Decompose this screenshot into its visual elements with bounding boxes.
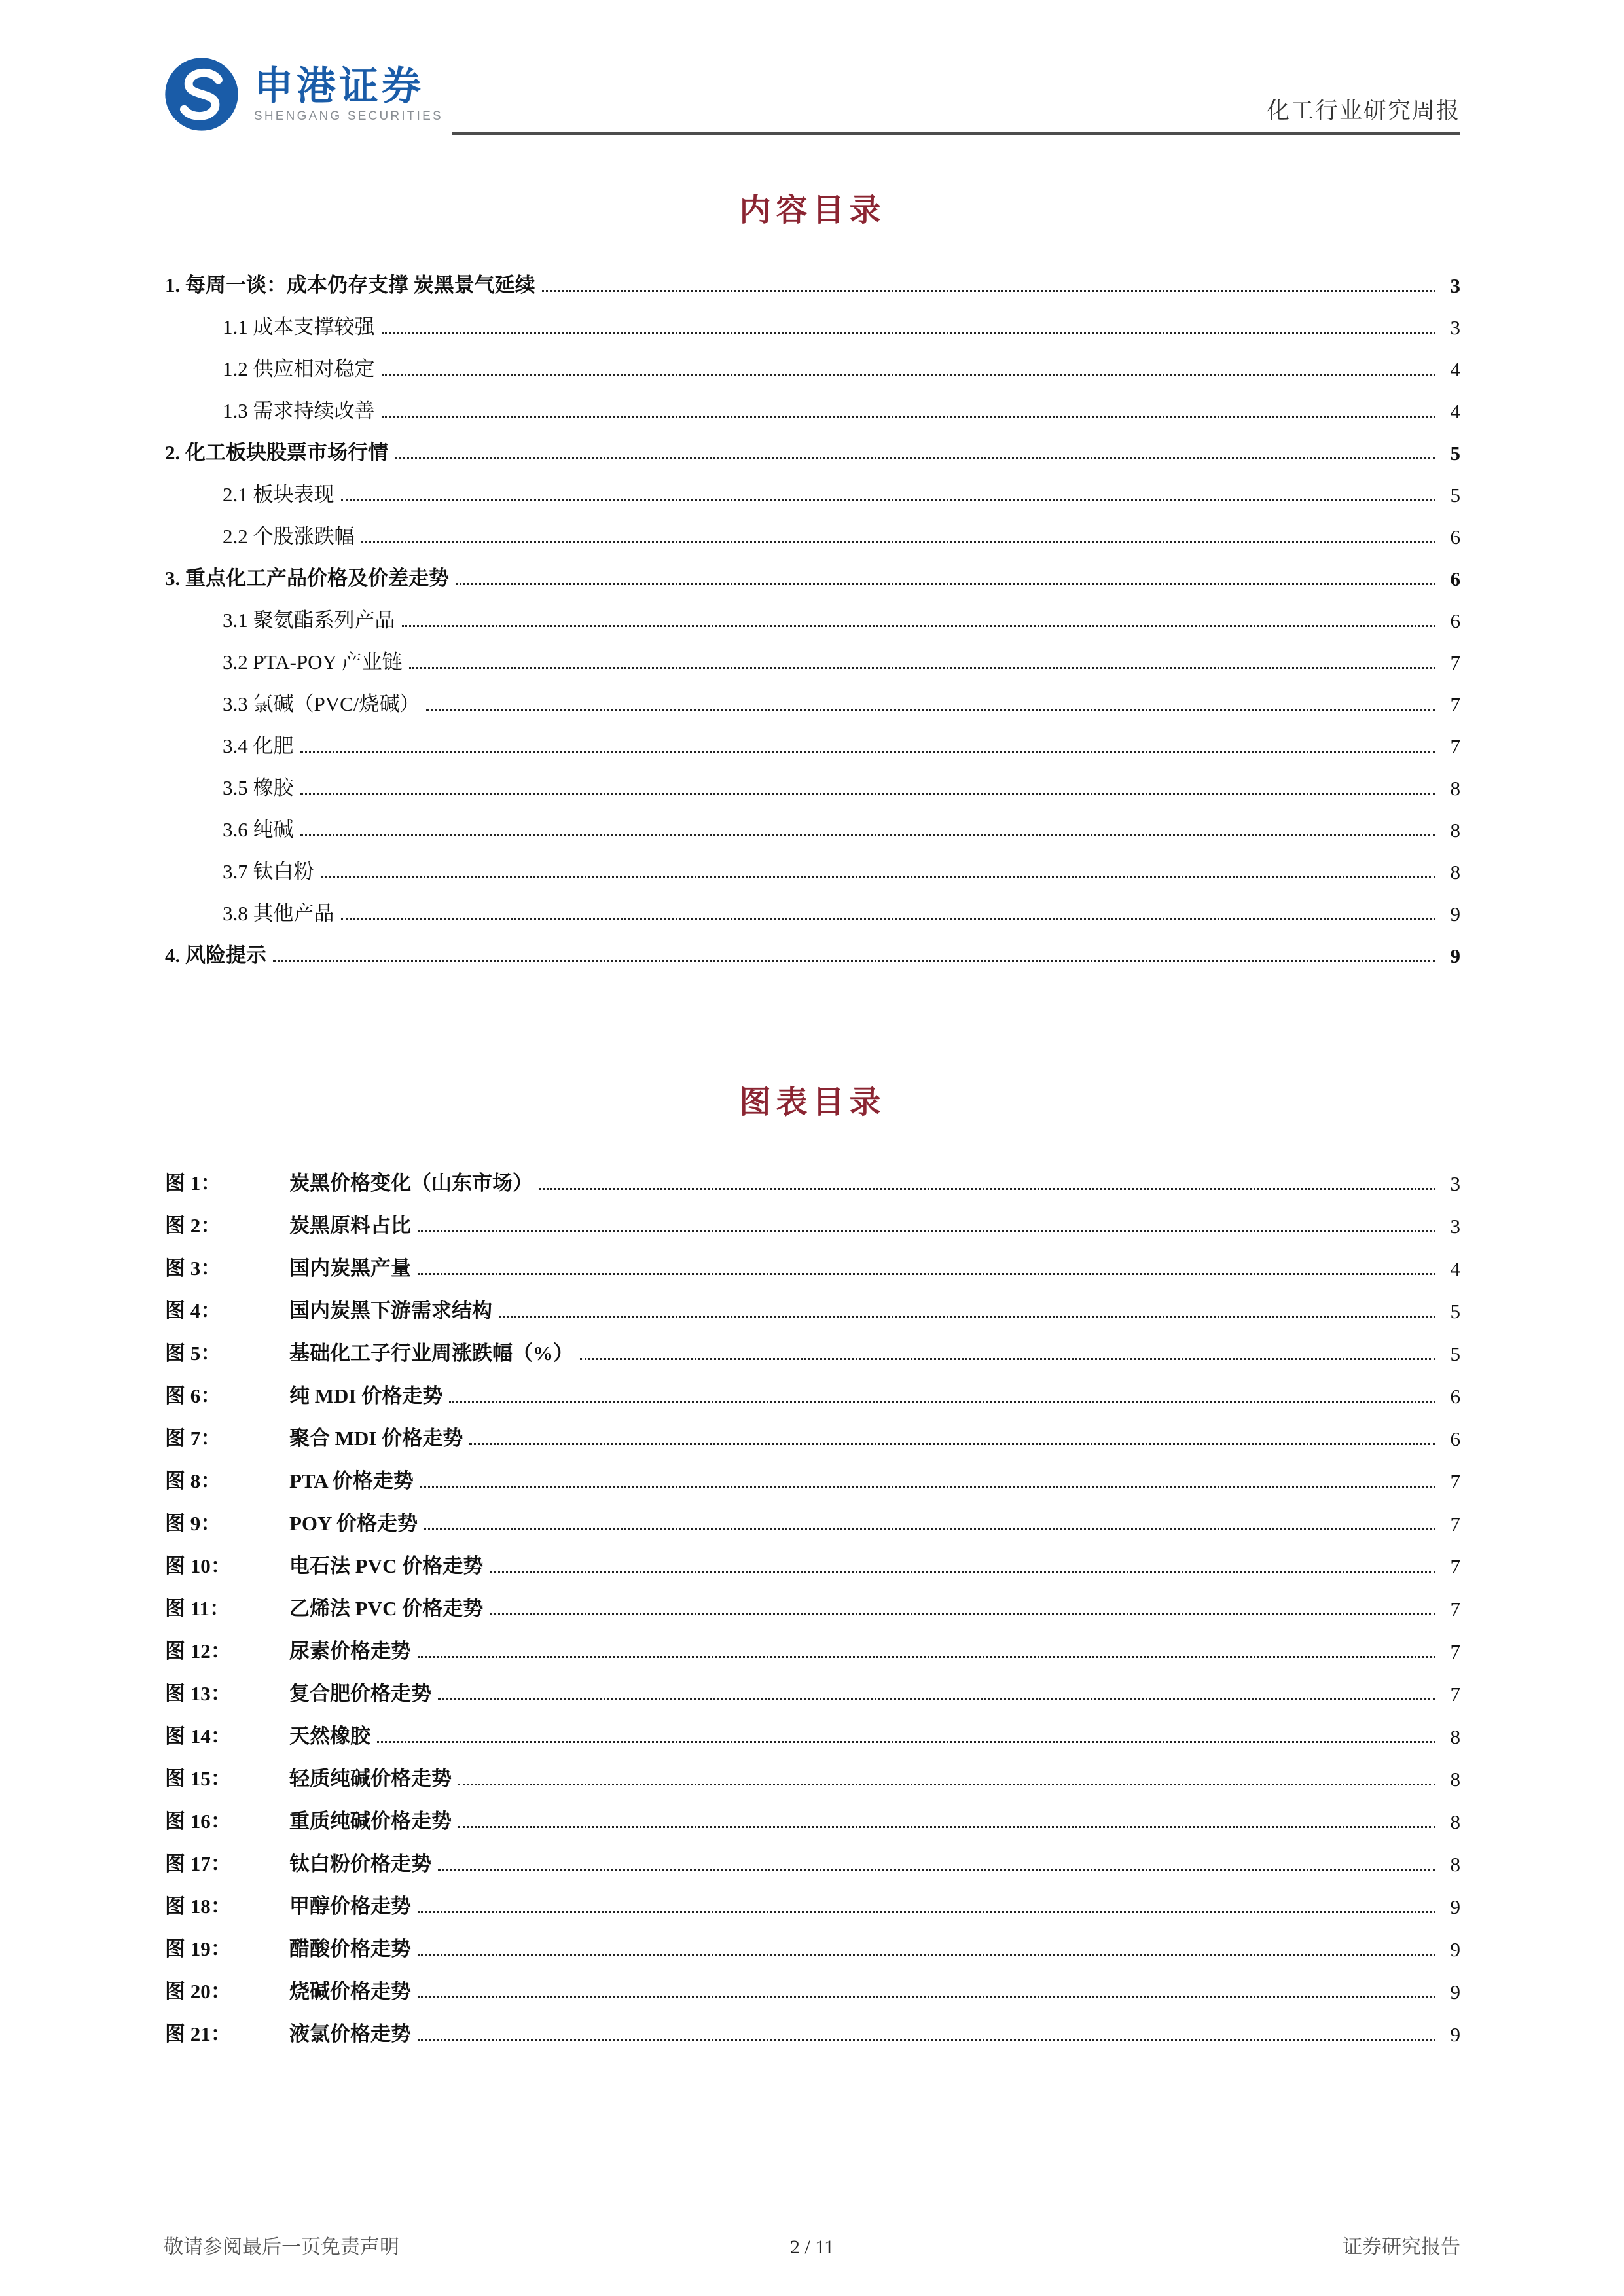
dotted-leader bbox=[458, 1784, 1435, 1785]
figure-entry-page: 9 bbox=[1450, 1895, 1460, 1918]
toc-entry bbox=[165, 298, 1460, 340]
dotted-leader bbox=[456, 583, 1435, 585]
toc-entry-page: 7 bbox=[1450, 693, 1460, 716]
figure-entry bbox=[165, 1791, 1460, 1834]
footer-doc-type: 证券研究报告 bbox=[1342, 2236, 1460, 2258]
figure-entry bbox=[165, 1706, 1460, 1749]
figure-entry-title: 重质纯碱价格走势 bbox=[289, 1810, 452, 1833]
dotted-leader bbox=[382, 374, 1436, 376]
figure-entry-label: 图 6： bbox=[165, 1384, 221, 1407]
dotted-leader bbox=[341, 918, 1436, 920]
toc-entry-page: 8 bbox=[1450, 777, 1460, 800]
dotted-leader bbox=[418, 1656, 1435, 1658]
figure-entry-page: 5 bbox=[1450, 1342, 1460, 1365]
figure-entry-label: 图 10： bbox=[165, 1554, 231, 1577]
toc-entry-title: 2. 化工板块股票市场行情 bbox=[165, 441, 388, 464]
toc-entry bbox=[165, 591, 1460, 633]
figure-entry bbox=[165, 1664, 1460, 1706]
toc-entry-page: 9 bbox=[1450, 944, 1460, 967]
toc-entry bbox=[165, 465, 1460, 507]
dotted-leader bbox=[418, 1911, 1435, 1913]
toc-entry bbox=[165, 842, 1460, 884]
toc-entry-page: 7 bbox=[1450, 651, 1460, 674]
figure-entry-title: 聚合 MDI 价格走势 bbox=[289, 1427, 463, 1450]
toc-entry bbox=[165, 675, 1460, 717]
figure-entry bbox=[165, 1919, 1460, 1962]
figure-entry-label: 图 19： bbox=[165, 1937, 231, 1960]
toc-entry-page: 5 bbox=[1450, 442, 1460, 465]
figure-entry bbox=[165, 2004, 1460, 2047]
figure-entry-title: 国内炭黑下游需求结构 bbox=[289, 1299, 492, 1322]
dotted-leader bbox=[418, 2039, 1435, 2041]
figure-entry-label: 图 18： bbox=[165, 1895, 231, 1918]
dotted-leader bbox=[426, 709, 1435, 711]
figure-entry bbox=[165, 1834, 1460, 1876]
page-footer bbox=[164, 2231, 1460, 2259]
brand-text bbox=[254, 65, 443, 124]
figure-entry bbox=[165, 1153, 1460, 1196]
dotted-leader bbox=[273, 960, 1435, 962]
dotted-leader bbox=[490, 1571, 1435, 1573]
figure-entry-title: 炭黑价格变化（山东市场） bbox=[289, 1172, 533, 1194]
toc-entry-page: 6 bbox=[1450, 567, 1460, 590]
figure-entry-label: 图 12： bbox=[165, 1640, 231, 1662]
toc-section-title: 内容目录 bbox=[739, 193, 886, 228]
dotted-leader bbox=[418, 1230, 1435, 1232]
figure-entry-title: 国内炭黑产量 bbox=[289, 1257, 411, 1280]
figure-entry-page: 3 bbox=[1450, 1215, 1460, 1238]
toc-entry bbox=[165, 256, 1460, 298]
dotted-leader bbox=[580, 1358, 1435, 1360]
dotted-leader bbox=[382, 416, 1436, 418]
figure-entry-title: 尿素价格走势 bbox=[289, 1640, 411, 1662]
toc-entry-page: 3 bbox=[1450, 316, 1460, 339]
figure-entry bbox=[165, 1876, 1460, 1919]
toc-entry-title: 1. 每周一谈：成本仍存支撑 炭黑景气延续 bbox=[165, 274, 535, 296]
figure-entry-label: 图 5： bbox=[165, 1342, 221, 1365]
figure-entry bbox=[165, 1451, 1460, 1494]
figure-entry-title: 液氯价格走势 bbox=[289, 2022, 411, 2045]
dotted-leader bbox=[490, 1613, 1435, 1615]
toc-list bbox=[165, 256, 1460, 968]
brand-logo-icon bbox=[164, 56, 240, 132]
figure-entry-title: POY 价格走势 bbox=[289, 1512, 418, 1535]
toc-entry bbox=[165, 759, 1460, 800]
figure-entry bbox=[165, 1536, 1460, 1579]
dotted-leader bbox=[418, 1954, 1435, 1956]
figure-entry bbox=[165, 1408, 1460, 1451]
figure-entry-page: 4 bbox=[1450, 1257, 1460, 1280]
toc-entry-page: 4 bbox=[1450, 400, 1460, 423]
figure-entry-page: 9 bbox=[1450, 1938, 1460, 1961]
figure-entry-title: 纯 MDI 价格走势 bbox=[289, 1384, 443, 1407]
figure-entry-label: 图 16： bbox=[165, 1810, 231, 1833]
toc-entry-title: 1.3 需求持续改善 bbox=[223, 399, 375, 422]
figure-entry-page: 8 bbox=[1450, 1853, 1460, 1876]
toc-entry-title: 1.2 供应相对稳定 bbox=[223, 357, 375, 380]
figure-entry bbox=[165, 1323, 1460, 1366]
figure-entry-label: 图 15： bbox=[165, 1767, 231, 1790]
footer-page-indicator: 2 / 11 bbox=[789, 2236, 835, 2258]
dotted-leader bbox=[469, 1443, 1435, 1445]
header-rule bbox=[452, 93, 1460, 135]
dotted-leader bbox=[361, 541, 1436, 543]
brand-name: 申港证券 bbox=[254, 63, 424, 108]
toc-entry bbox=[165, 549, 1460, 591]
figure-entry-page: 9 bbox=[1450, 1981, 1460, 2003]
figure-entry-title: 炭黑原料占比 bbox=[289, 1214, 411, 1237]
toc-entry-page: 8 bbox=[1450, 819, 1460, 842]
dotted-leader bbox=[402, 625, 1436, 627]
dotted-leader bbox=[382, 332, 1436, 334]
figure-entry-title: 甲醇价格走势 bbox=[289, 1895, 411, 1918]
toc-entry-page: 7 bbox=[1450, 735, 1460, 758]
figure-section bbox=[165, 1077, 1460, 2047]
figure-entry-title: 钛白粉价格走势 bbox=[289, 1852, 431, 1875]
figure-entry bbox=[165, 1749, 1460, 1791]
figure-entry-page: 7 bbox=[1450, 1683, 1460, 1706]
figure-entry bbox=[165, 1579, 1460, 1621]
figure-entry-label: 图 17： bbox=[165, 1852, 231, 1875]
brand-subtitle: SHENGANG SECURITIES bbox=[254, 109, 443, 123]
figure-entry-label: 图 13： bbox=[165, 1682, 231, 1705]
figure-entry-page: 9 bbox=[1450, 2023, 1460, 2046]
figure-entry-label: 图 21： bbox=[165, 2022, 231, 2045]
toc-entry bbox=[165, 800, 1460, 842]
dotted-leader bbox=[300, 834, 1436, 836]
dotted-leader bbox=[499, 1316, 1435, 1318]
figure-entry-title: 烧碱价格走势 bbox=[289, 1980, 411, 2003]
toc-entry-page: 6 bbox=[1450, 609, 1460, 632]
figure-entry-label: 图 8： bbox=[165, 1469, 221, 1492]
toc-entry-title: 1.1 成本支撑较强 bbox=[223, 315, 375, 338]
figure-entry-label: 图 14： bbox=[165, 1725, 231, 1748]
figure-entry bbox=[165, 1238, 1460, 1281]
dotted-leader bbox=[542, 290, 1435, 292]
toc-entry-title: 3.7 钛白粉 bbox=[223, 860, 314, 883]
figure-entry-title: 基础化工子行业周涨跌幅（%） bbox=[289, 1342, 573, 1365]
figure-entry-title: 轻质纯碱价格走势 bbox=[289, 1767, 452, 1790]
figure-entry bbox=[165, 1621, 1460, 1664]
toc-entry-title: 4. 风险提示 bbox=[165, 944, 266, 967]
figure-entry-title: 电石法 PVC 价格走势 bbox=[289, 1554, 484, 1577]
figure-list bbox=[165, 1153, 1460, 2047]
toc-entry bbox=[165, 717, 1460, 759]
toc-entry bbox=[165, 884, 1460, 926]
dotted-leader bbox=[321, 876, 1436, 878]
toc-entry bbox=[165, 340, 1460, 382]
toc-entry bbox=[165, 423, 1460, 465]
toc-entry-page: 5 bbox=[1450, 484, 1460, 507]
toc-section bbox=[165, 185, 1460, 968]
toc-entry-title: 3.6 纯碱 bbox=[223, 818, 294, 841]
dotted-leader bbox=[449, 1401, 1435, 1403]
toc-entry bbox=[165, 507, 1460, 549]
dotted-leader bbox=[300, 793, 1436, 795]
figure-entry-label: 图 4： bbox=[165, 1299, 221, 1322]
figure-entry-page: 6 bbox=[1450, 1385, 1460, 1408]
dotted-leader bbox=[424, 1528, 1435, 1530]
figure-entry bbox=[165, 1196, 1460, 1238]
dotted-leader bbox=[341, 499, 1436, 501]
figure-entry-title: 复合肥价格走势 bbox=[289, 1682, 431, 1705]
dotted-leader bbox=[395, 457, 1435, 459]
toc-entry-title: 2.1 板块表现 bbox=[223, 483, 334, 506]
page-header bbox=[164, 56, 1460, 135]
figure-entry-page: 7 bbox=[1450, 1513, 1460, 1535]
figure-entry-title: 天然橡胶 bbox=[289, 1725, 370, 1748]
dotted-leader bbox=[420, 1486, 1435, 1488]
toc-entry bbox=[165, 633, 1460, 675]
toc-entry bbox=[165, 382, 1460, 423]
figure-entry bbox=[165, 1962, 1460, 2004]
figure-entry-title: PTA 价格走势 bbox=[289, 1469, 414, 1492]
figure-entry-page: 8 bbox=[1450, 1725, 1460, 1748]
toc-entry-title: 3.1 聚氨酯系列产品 bbox=[223, 609, 395, 632]
figure-entry-page: 6 bbox=[1450, 1427, 1460, 1450]
figure-entry-page: 5 bbox=[1450, 1300, 1460, 1323]
figure-entry-page: 8 bbox=[1450, 1768, 1460, 1791]
figure-entry-label: 图 9： bbox=[165, 1512, 221, 1535]
figure-entry-page: 3 bbox=[1450, 1172, 1460, 1195]
toc-entry bbox=[165, 926, 1460, 968]
brand-logo bbox=[164, 56, 443, 135]
toc-entry-page: 4 bbox=[1450, 358, 1460, 381]
dotted-leader bbox=[300, 751, 1436, 753]
figure-entry-page: 7 bbox=[1450, 1640, 1460, 1663]
figure-entry-page: 8 bbox=[1450, 1810, 1460, 1833]
figure-entry bbox=[165, 1281, 1460, 1323]
toc-entry-title: 3.5 橡胶 bbox=[223, 776, 294, 799]
toc-entry-title: 3.8 其他产品 bbox=[223, 902, 334, 925]
toc-entry-page: 6 bbox=[1450, 526, 1460, 548]
toc-entry-page: 8 bbox=[1450, 861, 1460, 884]
dotted-leader bbox=[539, 1188, 1435, 1190]
figure-entry-label: 图 3： bbox=[165, 1257, 221, 1280]
figure-entry-page: 7 bbox=[1450, 1555, 1460, 1578]
report-type-label: 化工行业研究周报 bbox=[1266, 98, 1460, 124]
toc-entry-title: 3.2 PTA-POY 产业链 bbox=[223, 651, 403, 673]
figure-entry-label: 图 20： bbox=[165, 1980, 231, 2003]
toc-entry-title: 3.4 化肥 bbox=[223, 734, 294, 757]
toc-entry-title: 3.3 氯碱（PVC/烧碱） bbox=[223, 692, 420, 715]
figure-entry-label: 图 1： bbox=[165, 1172, 221, 1194]
figure-entry-label: 图 7： bbox=[165, 1427, 221, 1450]
dotted-leader bbox=[458, 1826, 1435, 1828]
toc-entry-title: 2.2 个股涨跌幅 bbox=[223, 525, 355, 548]
dotted-leader bbox=[418, 1273, 1435, 1275]
dotted-leader bbox=[438, 1869, 1435, 1871]
figure-entry bbox=[165, 1494, 1460, 1536]
figure-section-title: 图表目录 bbox=[739, 1085, 886, 1120]
figure-entry-page: 7 bbox=[1450, 1598, 1460, 1621]
figure-entry bbox=[165, 1366, 1460, 1408]
figure-entry-page: 7 bbox=[1450, 1470, 1460, 1493]
figure-entry-title: 乙烯法 PVC 价格走势 bbox=[289, 1597, 484, 1620]
toc-entry-title: 3. 重点化工产品价格及价差走势 bbox=[165, 567, 449, 590]
toc-entry-page: 9 bbox=[1450, 903, 1460, 925]
toc-entry-page: 3 bbox=[1450, 274, 1460, 297]
figure-entry-label: 图 2： bbox=[165, 1214, 221, 1237]
dotted-leader bbox=[377, 1741, 1435, 1743]
figure-entry-label: 图 11： bbox=[165, 1597, 230, 1620]
dotted-leader bbox=[409, 667, 1435, 669]
dotted-leader bbox=[418, 1996, 1435, 1998]
footer-disclaimer: 敬请参阅最后一页免责声明 bbox=[164, 2236, 399, 2258]
dotted-leader bbox=[438, 1698, 1435, 1700]
figure-entry-title: 醋酸价格走势 bbox=[289, 1937, 411, 1960]
